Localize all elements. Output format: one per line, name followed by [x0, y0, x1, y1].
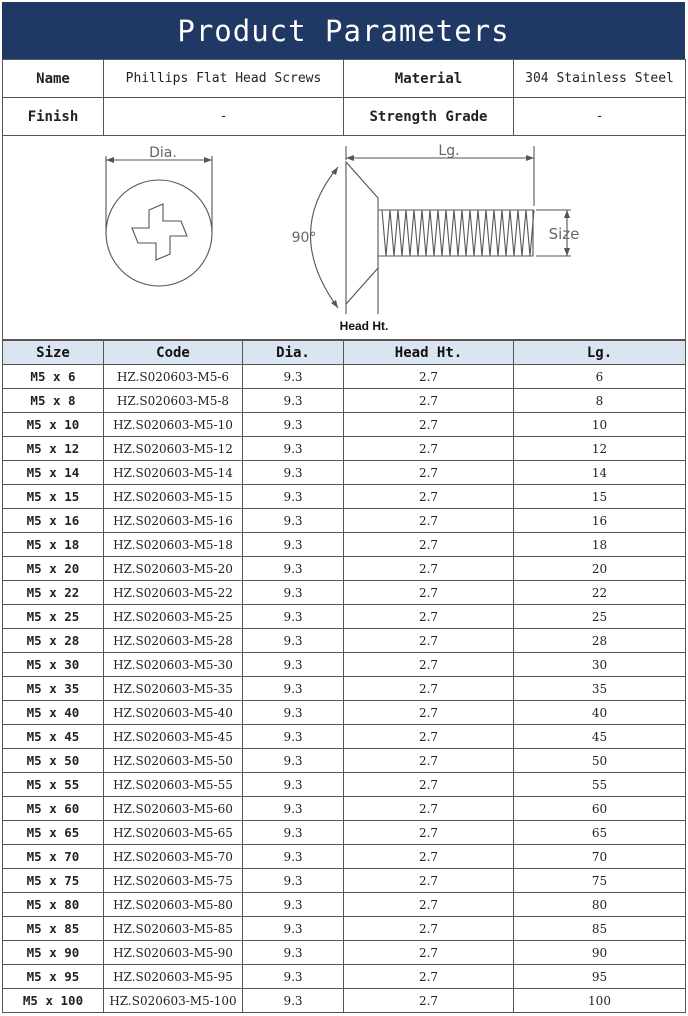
head-ht-cell: 2.7 — [344, 581, 514, 605]
head-ht-cell: 2.7 — [344, 893, 514, 917]
lg-arrow-left — [346, 155, 354, 161]
code-cell: HZ.S020603-M5-18 — [104, 533, 243, 557]
size-cell: M5 x 55 — [3, 773, 104, 797]
size-cell: M5 x 30 — [3, 653, 104, 677]
code-cell: HZ.S020603-M5-80 — [104, 893, 243, 917]
size-cell: M5 x 70 — [3, 845, 104, 869]
code-cell: HZ.S020603-M5-60 — [104, 797, 243, 821]
size-arrow-bottom — [564, 248, 570, 256]
lg-cell: 70 — [514, 845, 686, 869]
col-header-size: Size — [3, 341, 104, 365]
code-cell: HZ.S020603-M5-35 — [104, 677, 243, 701]
size-label: Size — [548, 225, 580, 243]
angle-label: 90° — [291, 230, 317, 246]
head-ht-cell: 2.7 — [344, 389, 514, 413]
size-cell: M5 x 25 — [3, 605, 104, 629]
angle-arrow-bottom — [331, 300, 338, 308]
dia-arrow-left — [106, 157, 114, 163]
head-ht-cell: 2.7 — [344, 797, 514, 821]
dia-cell: 9.3 — [243, 389, 344, 413]
lg-cell: 65 — [514, 821, 686, 845]
head-ht-label: Head Ht. — [339, 319, 389, 333]
lg-cell: 90 — [514, 941, 686, 965]
head-ht-cell: 2.7 — [344, 749, 514, 773]
lg-cell: 8 — [514, 389, 686, 413]
dia-cell: 9.3 — [243, 773, 344, 797]
table-row — [3, 941, 686, 965]
size-cell: M5 x 80 — [3, 893, 104, 917]
size-cell: M5 x 18 — [3, 533, 104, 557]
table-row — [3, 509, 686, 533]
dia-cell: 9.3 — [243, 485, 344, 509]
table-row — [3, 653, 686, 677]
dia-cell: 9.3 — [243, 533, 344, 557]
head-ht-cell: 2.7 — [344, 365, 514, 389]
screw-thread — [382, 210, 534, 256]
size-cell: M5 x 15 — [3, 485, 104, 509]
size-cell: M5 x 95 — [3, 965, 104, 989]
code-cell: HZ.S020603-M5-85 — [104, 917, 243, 941]
size-cell: M5 x 100 — [3, 989, 104, 1013]
param-row — [3, 60, 686, 98]
size-cell: M5 x 28 — [3, 629, 104, 653]
col-header-lg: Lg. — [514, 341, 686, 365]
code-cell: HZ.S020603-M5-100 — [104, 989, 243, 1013]
size-cell: M5 x 12 — [3, 437, 104, 461]
head-ht-cell: 2.7 — [344, 965, 514, 989]
table-row — [3, 701, 686, 725]
material-label: Material — [344, 60, 514, 98]
code-cell: HZ.S020603-M5-12 — [104, 437, 243, 461]
head-ht-cell: 2.7 — [344, 461, 514, 485]
col-header-code: Code — [104, 341, 243, 365]
screw-diagram-cell — [3, 136, 686, 340]
lg-arrow-right — [526, 155, 534, 161]
table-row — [3, 845, 686, 869]
dia-cell: 9.3 — [243, 869, 344, 893]
lg-cell: 16 — [514, 509, 686, 533]
table-row — [3, 461, 686, 485]
head-ht-cell: 2.7 — [344, 773, 514, 797]
lg-cell: 75 — [514, 869, 686, 893]
dia-cell: 9.3 — [243, 965, 344, 989]
size-cell: M5 x 14 — [3, 461, 104, 485]
code-cell: HZ.S020603-M5-65 — [104, 821, 243, 845]
table-row — [3, 437, 686, 461]
table-row — [3, 557, 686, 581]
finish-label: Finish — [3, 98, 104, 136]
lg-cell: 10 — [514, 413, 686, 437]
diagram-row — [3, 136, 686, 340]
table-row — [3, 485, 686, 509]
table-row — [3, 629, 686, 653]
dia-cell: 9.3 — [243, 893, 344, 917]
dia-cell: 9.3 — [243, 653, 344, 677]
dia-cell: 9.3 — [243, 557, 344, 581]
code-cell: HZ.S020603-M5-90 — [104, 941, 243, 965]
lg-cell: 18 — [514, 533, 686, 557]
lg-cell: 80 — [514, 893, 686, 917]
head-ht-cell: 2.7 — [344, 413, 514, 437]
size-cell: M5 x 75 — [3, 869, 104, 893]
table-row — [3, 725, 686, 749]
lg-cell: 12 — [514, 437, 686, 461]
table-row — [3, 413, 686, 437]
table-row — [3, 773, 686, 797]
dia-cell: 9.3 — [243, 941, 344, 965]
table-row — [3, 389, 686, 413]
dia-cell: 9.3 — [243, 413, 344, 437]
phillips-recess-icon — [132, 204, 187, 260]
head-ht-cell: 2.7 — [344, 845, 514, 869]
size-cell: M5 x 45 — [3, 725, 104, 749]
table-row — [3, 965, 686, 989]
name-label: Name — [3, 60, 104, 98]
table-row — [3, 821, 686, 845]
dia-cell: 9.3 — [243, 797, 344, 821]
size-cell: M5 x 22 — [3, 581, 104, 605]
table-row — [3, 581, 686, 605]
lg-cell: 55 — [514, 773, 686, 797]
dia-cell: 9.3 — [243, 437, 344, 461]
screw-head-top-view — [106, 180, 212, 286]
spec-table — [2, 340, 686, 1013]
head-ht-cell: 2.7 — [344, 917, 514, 941]
code-cell: HZ.S020603-M5-10 — [104, 413, 243, 437]
dia-arrow-right — [204, 157, 212, 163]
head-ht-cell: 2.7 — [344, 557, 514, 581]
dia-cell: 9.3 — [243, 749, 344, 773]
screw-head-side-view — [346, 162, 378, 304]
dia-cell: 9.3 — [243, 821, 344, 845]
head-ht-cell: 2.7 — [344, 605, 514, 629]
code-cell: HZ.S020603-M5-22 — [104, 581, 243, 605]
code-cell: HZ.S020603-M5-30 — [104, 653, 243, 677]
product-sheet — [2, 2, 685, 1013]
spec-header-row — [3, 341, 686, 365]
code-cell: HZ.S020603-M5-14 — [104, 461, 243, 485]
dia-cell: 9.3 — [243, 605, 344, 629]
table-row — [3, 365, 686, 389]
table-row — [3, 605, 686, 629]
head-ht-cell: 2.7 — [344, 725, 514, 749]
dia-cell: 9.3 — [243, 725, 344, 749]
head-ht-cell: 2.7 — [344, 629, 514, 653]
code-cell: HZ.S020603-M5-25 — [104, 605, 243, 629]
dia-cell: 9.3 — [243, 845, 344, 869]
strength-grade-value: - — [514, 98, 686, 136]
size-cell: M5 x 65 — [3, 821, 104, 845]
strength-grade-label: Strength Grade — [344, 98, 514, 136]
code-cell: HZ.S020603-M5-55 — [104, 773, 243, 797]
col-header-head-ht: Head Ht. — [344, 341, 514, 365]
dia-cell: 9.3 — [243, 917, 344, 941]
code-cell: HZ.S020603-M5-75 — [104, 869, 243, 893]
page-title: Product Parameters — [2, 2, 685, 59]
head-ht-cell: 2.7 — [344, 437, 514, 461]
dia-cell: 9.3 — [243, 461, 344, 485]
code-cell: HZ.S020603-M5-8 — [104, 389, 243, 413]
size-cell: M5 x 16 — [3, 509, 104, 533]
col-header-dia: Dia. — [243, 341, 344, 365]
head-ht-cell: 2.7 — [344, 509, 514, 533]
dia-cell: 9.3 — [243, 509, 344, 533]
head-ht-cell: 2.7 — [344, 533, 514, 557]
head-ht-cell: 2.7 — [344, 653, 514, 677]
table-row — [3, 533, 686, 557]
dia-cell: 9.3 — [243, 365, 344, 389]
table-row — [3, 677, 686, 701]
size-cell: M5 x 85 — [3, 917, 104, 941]
code-cell: HZ.S020603-M5-45 — [104, 725, 243, 749]
param-row — [3, 98, 686, 136]
dia-cell: 9.3 — [243, 989, 344, 1013]
head-ht-cell: 2.7 — [344, 677, 514, 701]
dia-label: Dia. — [149, 145, 177, 161]
lg-cell: 25 — [514, 605, 686, 629]
size-cell: M5 x 6 — [3, 365, 104, 389]
dia-cell: 9.3 — [243, 581, 344, 605]
head-ht-cell: 2.7 — [344, 485, 514, 509]
size-cell: M5 x 90 — [3, 941, 104, 965]
code-cell: HZ.S020603-M5-16 — [104, 509, 243, 533]
dia-cell: 9.3 — [243, 629, 344, 653]
lg-cell: 95 — [514, 965, 686, 989]
name-value: Phillips Flat Head Screws — [104, 60, 344, 98]
size-cell: M5 x 50 — [3, 749, 104, 773]
table-row — [3, 869, 686, 893]
code-cell: HZ.S020603-M5-70 — [104, 845, 243, 869]
code-cell: HZ.S020603-M5-20 — [104, 557, 243, 581]
size-cell: M5 x 35 — [3, 677, 104, 701]
finish-value: - — [104, 98, 344, 136]
spec-table-body — [3, 365, 686, 1013]
lg-cell: 60 — [514, 797, 686, 821]
code-cell: HZ.S020603-M5-28 — [104, 629, 243, 653]
lg-cell: 28 — [514, 629, 686, 653]
size-cell: M5 x 10 — [3, 413, 104, 437]
lg-cell: 50 — [514, 749, 686, 773]
head-ht-cell: 2.7 — [344, 821, 514, 845]
table-row — [3, 917, 686, 941]
lg-cell: 35 — [514, 677, 686, 701]
size-cell: M5 x 20 — [3, 557, 104, 581]
size-cell: M5 x 40 — [3, 701, 104, 725]
table-row — [3, 749, 686, 773]
parameter-table — [2, 59, 686, 340]
code-cell: HZ.S020603-M5-95 — [104, 965, 243, 989]
lg-cell: 100 — [514, 989, 686, 1013]
table-row — [3, 893, 686, 917]
lg-label: Lg. — [438, 143, 460, 159]
head-ht-cell: 2.7 — [344, 941, 514, 965]
head-ht-cell: 2.7 — [344, 701, 514, 725]
lg-cell: 22 — [514, 581, 686, 605]
lg-cell: 40 — [514, 701, 686, 725]
lg-cell: 85 — [514, 917, 686, 941]
lg-cell: 30 — [514, 653, 686, 677]
lg-cell: 15 — [514, 485, 686, 509]
head-ht-cell: 2.7 — [344, 869, 514, 893]
table-row — [3, 797, 686, 821]
lg-cell: 45 — [514, 725, 686, 749]
code-cell: HZ.S020603-M5-50 — [104, 749, 243, 773]
lg-cell: 6 — [514, 365, 686, 389]
code-cell: HZ.S020603-M5-40 — [104, 701, 243, 725]
size-cell: M5 x 8 — [3, 389, 104, 413]
material-value: 304 Stainless Steel — [514, 60, 686, 98]
dia-cell: 9.3 — [243, 701, 344, 725]
size-arrow-top — [564, 210, 570, 218]
head-ht-cell: 2.7 — [344, 989, 514, 1013]
screw-diagram — [3, 136, 686, 339]
table-row — [3, 989, 686, 1013]
code-cell: HZ.S020603-M5-6 — [104, 365, 243, 389]
lg-cell: 14 — [514, 461, 686, 485]
size-cell: M5 x 60 — [3, 797, 104, 821]
code-cell: HZ.S020603-M5-15 — [104, 485, 243, 509]
dia-cell: 9.3 — [243, 677, 344, 701]
lg-cell: 20 — [514, 557, 686, 581]
